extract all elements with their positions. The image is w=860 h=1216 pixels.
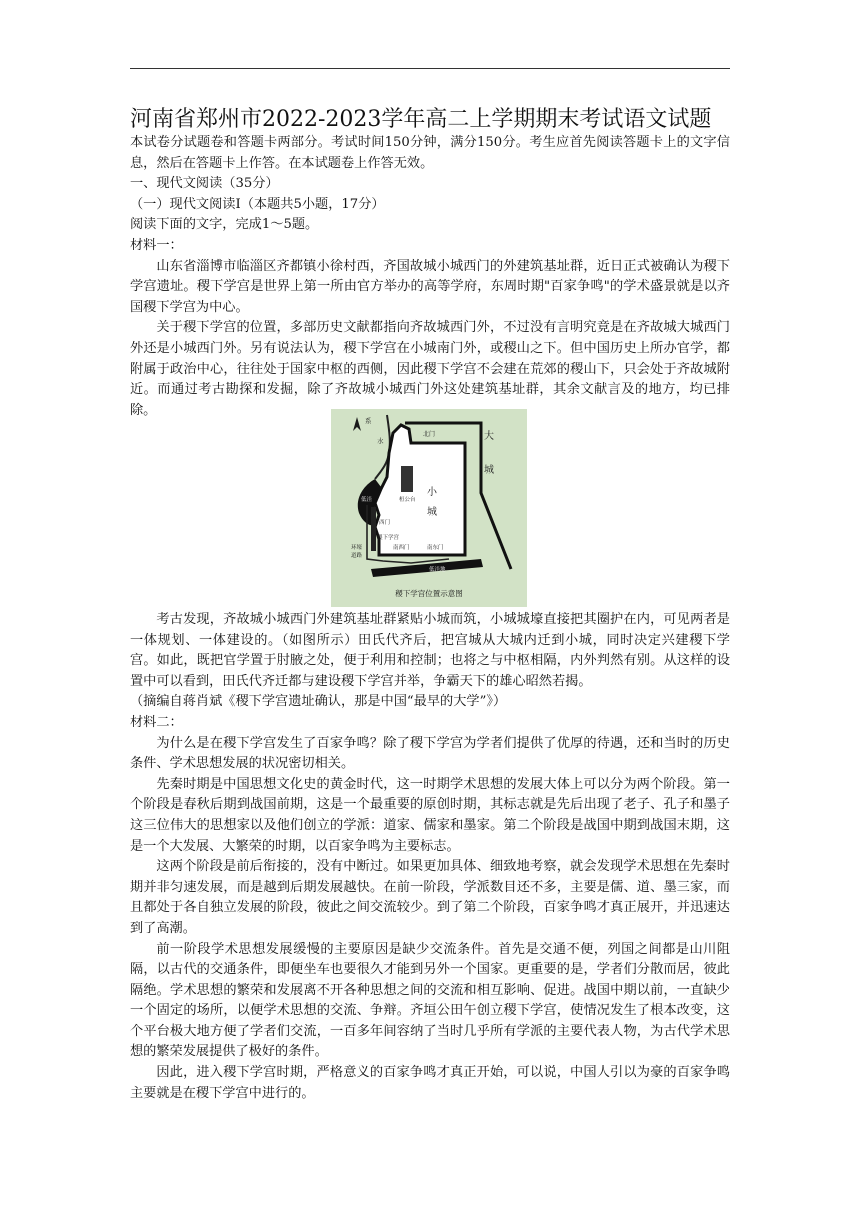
palace-platform bbox=[401, 466, 413, 492]
palace-label: 桓公台 bbox=[399, 497, 416, 503]
ring-road-label-2: 道路 bbox=[351, 553, 363, 559]
small-city-label: 小 bbox=[427, 487, 437, 498]
bottom-lowland-label: 低洼地 bbox=[429, 567, 446, 573]
section-heading: 一、现代文阅读（35分） bbox=[130, 176, 279, 192]
paragraph: 前一阶段学术思想发展缓慢的主要原因是缺少交流条件。首先是交通不便，列国之间都是山川阻隔，以古代的交通条件，即便坐车也要很久才能到另外一个国家。更重要的是，学者们分散而居，彼此隔绝。学术思想的繁荣和发展离不开各种思想之间的交流和相互影响、促进。战国中期以前，一直缺少一个固定的场所，以便学术思想的交流、争辩。齐垣公田午创立稷下学宫，使情况发生了根本改变，这个平台极大地方便了学者们交流，一百多年间容纳了当时几乎所有学派的主要代表人物，为古代学术思想的繁荣发展提供了极好的条件。 bbox=[130, 941, 730, 1060]
river-label: 系 bbox=[365, 418, 372, 425]
header-rule bbox=[130, 68, 730, 69]
map-caption: 稷下学宫位置示意图 bbox=[395, 589, 463, 598]
material-label: 材料一： bbox=[130, 237, 183, 253]
document-title: 河南省郑州市2022-2023学年高二上学期期末考试语文试题 bbox=[130, 107, 712, 132]
lowland-label: 低洼 bbox=[361, 497, 373, 503]
paragraph: 为什么是在稷下学宫发生了百家争鸣？除了稷下学宫为学者们提供了优厚的待遇，还和当时的历史条件、学术思想发展的状况密切相关。 bbox=[130, 735, 730, 772]
ring-road-label: 环壕 bbox=[351, 545, 363, 551]
big-city-label: 大 bbox=[484, 431, 494, 442]
source-citation: （摘编自蒋肖斌《稷下学宫遗址确认，那是中国“最早的大学”》） bbox=[130, 694, 507, 710]
paragraph: 考古发现，齐故城小城西门外建筑基址群紧贴小城而筑，小城城壕直接把其圈护在内，可见两者是一体规划、一体建设的。（如图所示）田氏代齐后，把宫城从大城内迁到小城，同时决定兴建稷下学宫。如此，既把官学置于肘腋之处，便于利用和控制；也将之与中枢相隔，内外判然有别。从这样的设置中可以看到，田氏代齐迁都与建设稷下学宫并举，争霸天下的雄心昭然若揭。 bbox=[130, 612, 730, 689]
reading-instruction: 阅读下面的文字，完成1～5题。 bbox=[130, 217, 319, 233]
river-label-2: 水 bbox=[377, 438, 384, 445]
south-west-gate-label: 南西门 bbox=[393, 545, 410, 551]
material-label: 材料二： bbox=[130, 714, 183, 730]
north-gate-label: 北门 bbox=[423, 432, 436, 438]
subsection-heading: （一）现代文阅读Ⅰ（本题共5小题，17分） bbox=[130, 196, 385, 212]
academy-label: 稷下学宫 bbox=[377, 535, 400, 541]
exam-instructions: 本试卷分试题卷和答题卡两部分。考试时间150分钟，满分150分。考生应首先阅读答题卡上的文字信息，然后在答题卡上作答。在本试题卷上作答无效。 bbox=[130, 135, 730, 171]
south-east-gate-label: 南东门 bbox=[427, 545, 444, 551]
west-gate-label: 西门 bbox=[379, 520, 391, 526]
paragraph: 这两个阶段是前后衔接的，没有中断过。如果更加具体、细致地考察，就会发现学术思想在先秦时期并非匀速发展，而是越到后期发展越快。在前一阶段，学派数目还不多，主要是儒、道、墨三家，而且都处于各自独立发展的阶段，彼此之间交流较少。到了第二个阶段，百家争鸣才真正展开，并迅速达到了高潮。 bbox=[130, 859, 730, 936]
academy-location-map bbox=[331, 409, 527, 607]
north-arrow-icon bbox=[353, 417, 361, 431]
big-city-label-2: 城 bbox=[484, 465, 494, 476]
map-drawing bbox=[331, 409, 527, 607]
paragraph: 因此，进入稷下学宫时期，严格意义的百家争鸣才真正开始，可以说，中国人引以为豪的百家争鸣主要就是在稷下学宫中进行的。 bbox=[130, 1065, 730, 1101]
paragraph: 关于稷下学宫的位置，多部历史文献都指向齐故城西门外，不过没有言明究竟是在齐故城大城西门外还是小城西门外。另有说法认为，稷下学宫在小城南门外，或稷山之下。但中国历史上所办官学，都附属于政治中心，往往处于国家中枢的西侧，因此稷下学宫不会建在荒郊的稷山下，只会处于齐故城附近。而通过考古勘探和发掘，除了齐故城小城西门外这处建筑基址群，其余文献言及的地方，均已排除。 bbox=[130, 320, 730, 418]
body-block bbox=[130, 610, 730, 1104]
academy-site bbox=[371, 507, 376, 551]
paragraph: 山东省淄博市临淄区齐都镇小徐村西，齐国故城小城西门的外建筑基址群，近日正式被确认为稷下学宫遗址。稷下学宫是世界上第一所由官方举办的高等学府，东周时期"百家争鸣"的学术盛景就是以齐国稷下学宫为中心。 bbox=[130, 258, 730, 315]
small-city-label-2: 城 bbox=[427, 507, 437, 518]
intro-block bbox=[130, 133, 730, 421]
paragraph: 先秦时期是中国思想文化史的黄金时代，这一时期学术思想的发展大体上可以分为两个阶段。第一个阶段是春秋后期到战国前期，这是一个最重要的原创时期，其标志就是先后出现了老子、孔子和墨子这三位伟大的思想家以及他们创立的学派：道家、儒家和墨家。第二个阶段是战国中期到战国末期，这是一个大发展、大繁荣的时期，以百家争鸣为主要标志。 bbox=[130, 776, 730, 854]
